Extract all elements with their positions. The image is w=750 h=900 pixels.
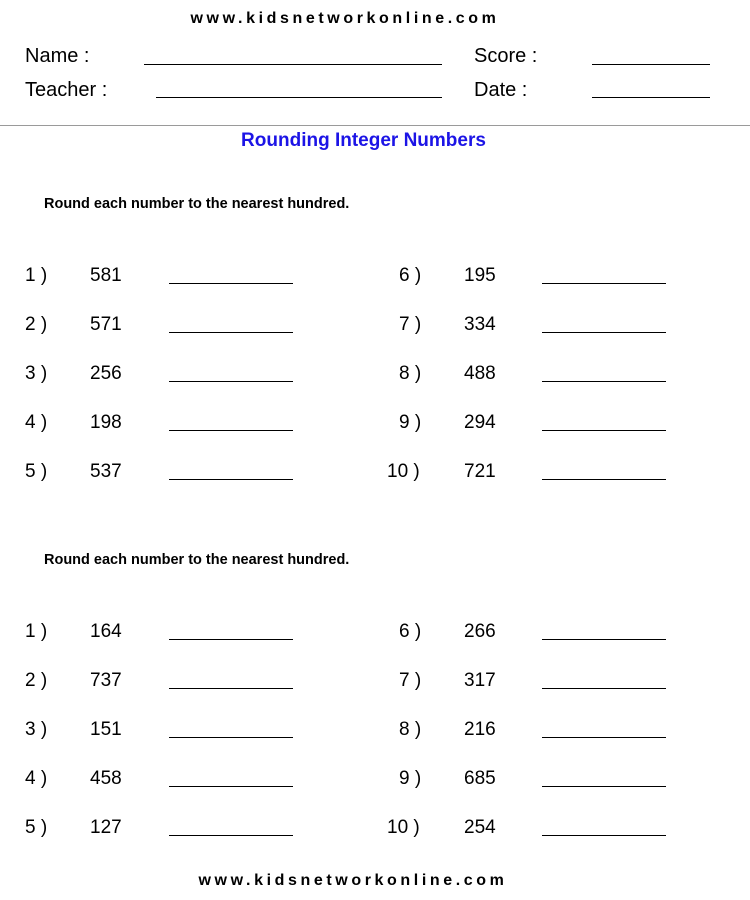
problem-number: 2 ) <box>25 670 48 691</box>
problem-number: 3 ) <box>25 719 48 740</box>
name-label: Name : <box>25 45 90 67</box>
answer-line <box>169 639 293 640</box>
site-url-bottom: www.kidsnetworkonline.com <box>198 872 508 889</box>
answer-line <box>542 381 666 382</box>
teacher-label: Teacher : <box>25 79 108 101</box>
problem-number: 9 ) <box>399 768 422 789</box>
problem-number: 8 ) <box>399 719 422 740</box>
problem-value: 721 <box>464 461 496 482</box>
answer-line <box>169 688 293 689</box>
problem-value: 151 <box>90 719 122 740</box>
problem-value: 581 <box>90 265 122 286</box>
answer-line <box>542 786 666 787</box>
problem-value: 317 <box>464 670 496 691</box>
answer-line <box>169 381 293 382</box>
answer-line <box>542 639 666 640</box>
score-line <box>592 64 710 65</box>
problem-value: 256 <box>90 363 122 384</box>
problem-number: 7 ) <box>399 314 422 335</box>
teacher-line <box>156 97 442 98</box>
score-label: Score : <box>474 45 538 67</box>
name-line <box>144 64 442 65</box>
problem-number: 1 ) <box>25 265 48 286</box>
problem-value: 334 <box>464 314 496 335</box>
date-label: Date : <box>474 79 528 101</box>
problem-number: 6 ) <box>399 621 422 642</box>
problem-value: 737 <box>90 670 122 691</box>
problem-number: 7 ) <box>399 670 422 691</box>
problem-number: 4 ) <box>25 768 48 789</box>
answer-line <box>542 479 666 480</box>
answer-line <box>542 332 666 333</box>
problem-value: 537 <box>90 461 122 482</box>
section-1-instruction: Round each number to the nearest hundred. <box>44 196 350 212</box>
answer-line <box>169 479 293 480</box>
problem-value: 685 <box>464 768 496 789</box>
problem-value: 195 <box>464 265 496 286</box>
answer-line <box>169 737 293 738</box>
answer-line <box>169 430 293 431</box>
problem-number: 5 ) <box>25 461 48 482</box>
problem-value: 294 <box>464 412 496 433</box>
answer-line <box>169 332 293 333</box>
problem-number: 1 ) <box>25 621 48 642</box>
problem-number: 9 ) <box>399 412 422 433</box>
answer-line <box>542 835 666 836</box>
problem-value: 127 <box>90 817 122 838</box>
date-line <box>592 97 710 98</box>
problem-value: 571 <box>90 314 122 335</box>
problem-number: 3 ) <box>25 363 48 384</box>
problem-value: 488 <box>464 363 496 384</box>
problem-number: 10 ) <box>387 461 420 482</box>
problem-value: 216 <box>464 719 496 740</box>
problem-number: 4 ) <box>25 412 48 433</box>
problem-number: 8 ) <box>399 363 422 384</box>
header-divider <box>0 125 750 126</box>
problem-value: 198 <box>90 412 122 433</box>
answer-line <box>542 283 666 284</box>
worksheet-title: Rounding Integer Numbers <box>241 130 486 151</box>
problem-number: 10 ) <box>387 817 420 838</box>
answer-line <box>542 430 666 431</box>
answer-line <box>542 688 666 689</box>
problem-number: 6 ) <box>399 265 422 286</box>
problem-value: 254 <box>464 817 496 838</box>
problem-value: 266 <box>464 621 496 642</box>
answer-line <box>169 835 293 836</box>
problem-number: 5 ) <box>25 817 48 838</box>
section-2-instruction: Round each number to the nearest hundred. <box>44 552 350 568</box>
problem-value: 164 <box>90 621 122 642</box>
problem-number: 2 ) <box>25 314 48 335</box>
problem-value: 458 <box>90 768 122 789</box>
answer-line <box>169 283 293 284</box>
answer-line <box>542 737 666 738</box>
answer-line <box>169 786 293 787</box>
site-url-top: www.kidsnetworkonline.com <box>190 10 500 27</box>
